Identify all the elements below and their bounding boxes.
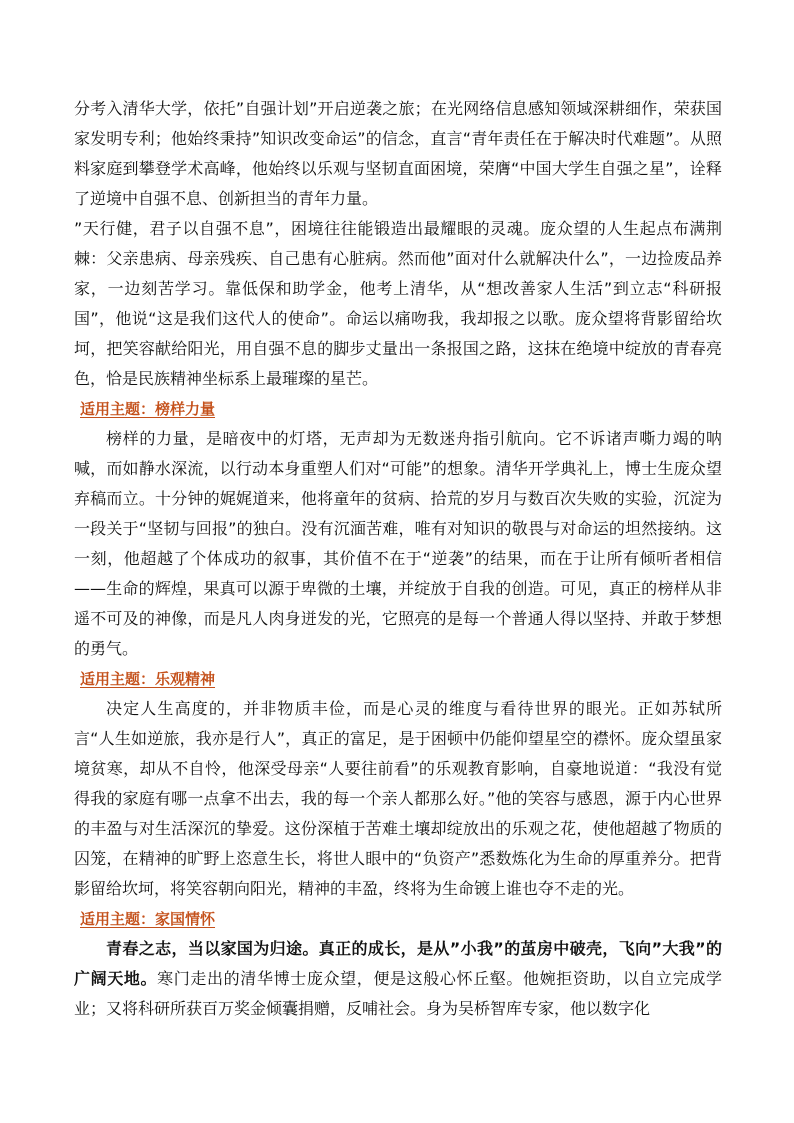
article-body	[74, 94, 722, 1024]
theme-label: 适用主题：家国情怀	[80, 910, 216, 928]
paragraph-rest: 寒门走出的清华博士庞众望，便是这般心怀丘壑。他婉拒资助，以自立完成学业；又将科研所获百万奖金倾囊捐赠，反哺社会。身为吴桥智库专家，他以数字化	[74, 969, 722, 1018]
theme-heading-role-model	[74, 394, 722, 424]
theme-heading-patriotism	[74, 904, 722, 934]
paragraph-optimism: 决定人生高度的，并非物质丰俭，而是心灵的维度与看待世界的眼光。正如苏轼所言“人生如逆旅，我亦是行人”，真正的富足，是于困顿中仍能仰望星空的襟怀。庞众望虽家境贫寒，却从不自怜，他深受母亲“人要往前看”的乐观教育影响，自豪地说道：“我没有觉得我的家庭有哪一点拿不出去，我的每一个亲人都那么好。”他的笑容与感恩，源于内心世界的丰盈与对生活深沉的挚爱。这份深植于苦难土壤却绽放出的乐观之花，使他超越了物质的囚笼，在精神的旷野上恣意生长，将世人眼中的“负资产”悉数炼化为生命的厚重养分。把背影留给坎坷，将笑容朝向阳光，精神的丰盈，终将为生命镀上谁也夺不走的光。	[74, 699, 722, 898]
theme-label: 适用主题：榜样力量	[80, 400, 216, 418]
paragraph-lead-bold: 青春之志，当以家国为归途。真正的成长，是从”小我”的茧房中破壳，飞向”大我”的广阔天地。	[74, 939, 722, 988]
paragraph-self-improvement: ”天行健，君子以自强不息”，困境往往能锻造出最耀眼的灵魂。庞众望的人生起点布满荆棘：父亲患病、母亲残疾、自己患有心脏病。然而他”面对什么就解决什么”，一边捡废品养家，一边刻苦学习。靠低保和助学金，他考上清华，从“想改善家人生活”到立志“科研报国”，他说“这是我们这代人的使命”。命运以痛吻我，我却报之以歌。庞众望将背影留给坎坷，把笑容献给阳光，用自强不息的脚步丈量出一条报国之路，这抹在绝境中绽放的青春亮色，恰是民族精神坐标系上最璀璨的星芒。	[74, 219, 722, 388]
theme-label: 适用主题：乐观精神	[80, 670, 216, 688]
theme-heading-optimism	[74, 664, 722, 694]
paragraph-intro-continuation: 分考入清华大学，依托”自强计划”开启逆袭之旅；在光网络信息感知领域深耕细作，荣获国家发明专利；他始终秉持”知识改变命运”的信念，直言“青年责任在于解决时代难题”。从照料家庭到攀登学术高峰，他始终以乐观与坚韧直面困境，荣膺“中国大学生自强之星”，诠释了逆境中自强不息、创新担当的青年力量。	[74, 99, 722, 208]
paragraph-role-model: 榜样的力量，是暗夜中的灯塔，无声却为无数迷舟指引航向。它不诉诸声嘶力竭的呐喊，而如静水深流，以行动本身重塑人们对“可能”的想象。清华开学典礼上，博士生庞众望弃稿而立。十分钟的娓娓道来，他将童年的贫病、拾荒的岁月与数百次失败的实验，沉淀为一段关于“坚韧与回报”的独白。没有沉湎苦难，唯有对知识的敬畏与对命运的坦然接纳。这一刻，他超越了个体成功的叙事，其价值不在于“逆袭”的结果，而在于让所有倾听者相信——生命的辉煌，果真可以源于卑微的土壤，并绽放于自我的创造。可见，真正的榜样从非遥不可及的神像，而是凡人肉身迸发的光，它照亮的是每一个普通人得以坚持、并敢于梦想的勇气。	[74, 429, 722, 658]
paragraph-patriotism	[74, 934, 722, 1024]
